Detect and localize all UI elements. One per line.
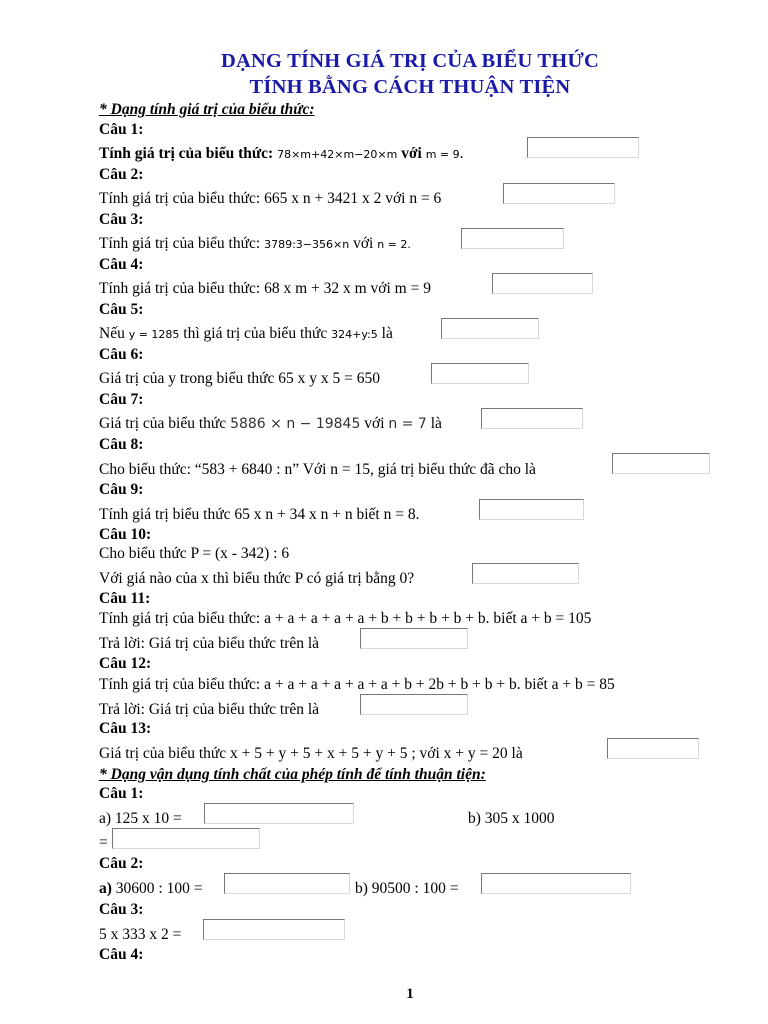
q11-answer-input[interactable] xyxy=(360,628,468,649)
q1-mid: với xyxy=(401,145,422,162)
q9-answer-input[interactable] xyxy=(479,499,584,520)
section2-heading: * Dạng vận dụng tính chất của phép tính để tính thuận tiện: xyxy=(99,766,486,783)
s2-q2-a-prefix: a) xyxy=(99,880,112,897)
q5-pre: Nếu xyxy=(99,325,125,342)
q3-label: Câu 3: xyxy=(99,211,144,228)
q2-answer-input[interactable] xyxy=(503,183,615,204)
s2-q1-a: a) 125 x 10 = xyxy=(99,810,182,827)
q11-line1: Tính giá trị của biểu thức: a + a + a + a + a + b + b + b + b + b. biết a + b = 105 xyxy=(99,610,592,627)
q10-line2: Với giá nào của x thì biểu thức P có giá trị bằng 0? xyxy=(99,570,415,587)
s2-q2-b-input[interactable] xyxy=(481,873,631,894)
q3-cond: n = 2. xyxy=(377,238,411,251)
q8-text: Cho biểu thức: “583 + 6840 : n” Với n = 15, giá trị biểu thức đã cho là xyxy=(99,461,536,478)
q7-mid: với xyxy=(364,415,385,432)
q7-post: là xyxy=(430,415,442,432)
s2-q1-a-input[interactable] xyxy=(204,803,354,824)
q12-line1: Tính giá trị của biểu thức: a + a + a + a + a + a + b + 2b + b + b + b. biết a + b = 85 xyxy=(99,676,615,693)
q1-dot: . xyxy=(459,145,464,162)
q1-answer-input[interactable] xyxy=(527,137,639,158)
q6-answer-input[interactable] xyxy=(431,363,529,384)
page-number: 1 xyxy=(406,986,414,1002)
s2-q3-label: Câu 3: xyxy=(99,901,144,918)
q4-label: Câu 4: xyxy=(99,256,144,273)
q2-label: Câu 2: xyxy=(99,166,144,183)
q1-pre: Tính giá trị của biểu thức: xyxy=(99,145,274,162)
q9-text: Tính giá trị biểu thức 65 x n + 34 x n + n biết n = 8. xyxy=(99,506,420,523)
s2-q1-b: b) 305 x 1000 xyxy=(468,810,555,827)
s2-q1-eq: = xyxy=(99,834,108,851)
s2-q2-label: Câu 2: xyxy=(99,855,144,872)
q9-label: Câu 9: xyxy=(99,481,144,498)
q7-pre: Giá trị của biểu thức xyxy=(99,415,227,432)
q11-line2: Trả lời: Giá trị của biểu thức trên là xyxy=(99,635,320,652)
q3-pre: Tính giá trị của biểu thức: xyxy=(99,235,261,252)
q7-text xyxy=(99,415,442,433)
s2-q3-input[interactable] xyxy=(203,919,345,940)
s2-q1-label: Câu 1: xyxy=(99,785,144,802)
q10-line1: Cho biểu thức P = (x - 342) : 6 xyxy=(99,545,290,562)
q1-text xyxy=(99,145,464,164)
q1-label: Câu 1: xyxy=(99,121,144,138)
q10-label: Câu 10: xyxy=(99,526,152,543)
s2-q4-label: Câu 4: xyxy=(99,946,144,963)
q11-label: Câu 11: xyxy=(99,590,151,607)
q1-expr: 78×m+42×m−20×m xyxy=(277,148,398,161)
q8-answer-input[interactable] xyxy=(612,453,710,474)
q1-cond: m = 9 xyxy=(425,148,460,161)
title-line-2: TÍNH BẰNG CÁCH THUẬN TIỆN xyxy=(249,76,571,98)
q3-expr: 3789:3−356×n xyxy=(264,238,350,251)
q7-cond: n = 7 xyxy=(388,416,427,432)
title-line-1: DẠNG TÍNH GIÁ TRỊ CỦA BIỂU THỨC xyxy=(221,50,599,72)
q5-mid: thì giá trị của biểu thức xyxy=(183,325,328,342)
q5-text xyxy=(99,325,393,344)
s2-q2-a-input[interactable] xyxy=(224,873,350,894)
q4-text: Tính giá trị của biểu thức: 68 x m + 32 x m với m = 9 xyxy=(99,280,431,297)
s2-q3-text: 5 x 333 x 2 = xyxy=(99,926,182,943)
q7-label: Câu 7: xyxy=(99,391,144,408)
q10-answer-input[interactable] xyxy=(472,563,579,584)
q6-text: Giá trị của y trong biểu thức 65 x y x 5 = 650 xyxy=(99,370,381,387)
q5-expr: 324+y:5 xyxy=(331,328,378,341)
q13-answer-input[interactable] xyxy=(607,738,699,759)
q3-answer-input[interactable] xyxy=(461,228,564,249)
s2-q2-b: b) 90500 : 100 = xyxy=(355,880,459,897)
q12-label: Câu 12: xyxy=(99,655,152,672)
q2-text: Tính giá trị của biểu thức: 665 x n + 3421 x 2 với n = 6 xyxy=(99,190,442,207)
section1-heading: * Dạng tính giá trị của biểu thức: xyxy=(99,101,315,118)
s2-q2-a xyxy=(99,880,202,898)
q12-answer-input[interactable] xyxy=(360,694,468,715)
q8-label: Câu 8: xyxy=(99,436,144,453)
q6-label: Câu 6: xyxy=(99,346,144,363)
q4-answer-input[interactable] xyxy=(492,273,593,294)
q5-answer-input[interactable] xyxy=(441,318,539,339)
q5-label: Câu 5: xyxy=(99,301,144,318)
q3-text xyxy=(99,235,411,254)
q7-expr: 5886 × n − 19845 xyxy=(230,416,361,432)
q5-cond: y = 1285 xyxy=(128,328,180,341)
s2-q1-b-input[interactable] xyxy=(112,828,260,849)
q12-line2: Trả lời: Giá trị của biểu thức trên là xyxy=(99,701,320,718)
q3-mid: với xyxy=(353,235,374,252)
q5-post: là xyxy=(381,325,393,342)
q13-text: Giá trị của biểu thức x + 5 + y + 5 + x + 5 + y + 5 ; với x + y = 20 là xyxy=(99,745,523,762)
q13-label: Câu 13: xyxy=(99,720,152,737)
s2-q2-a-text: 30600 : 100 = xyxy=(111,880,203,897)
q7-answer-input[interactable] xyxy=(481,408,583,429)
